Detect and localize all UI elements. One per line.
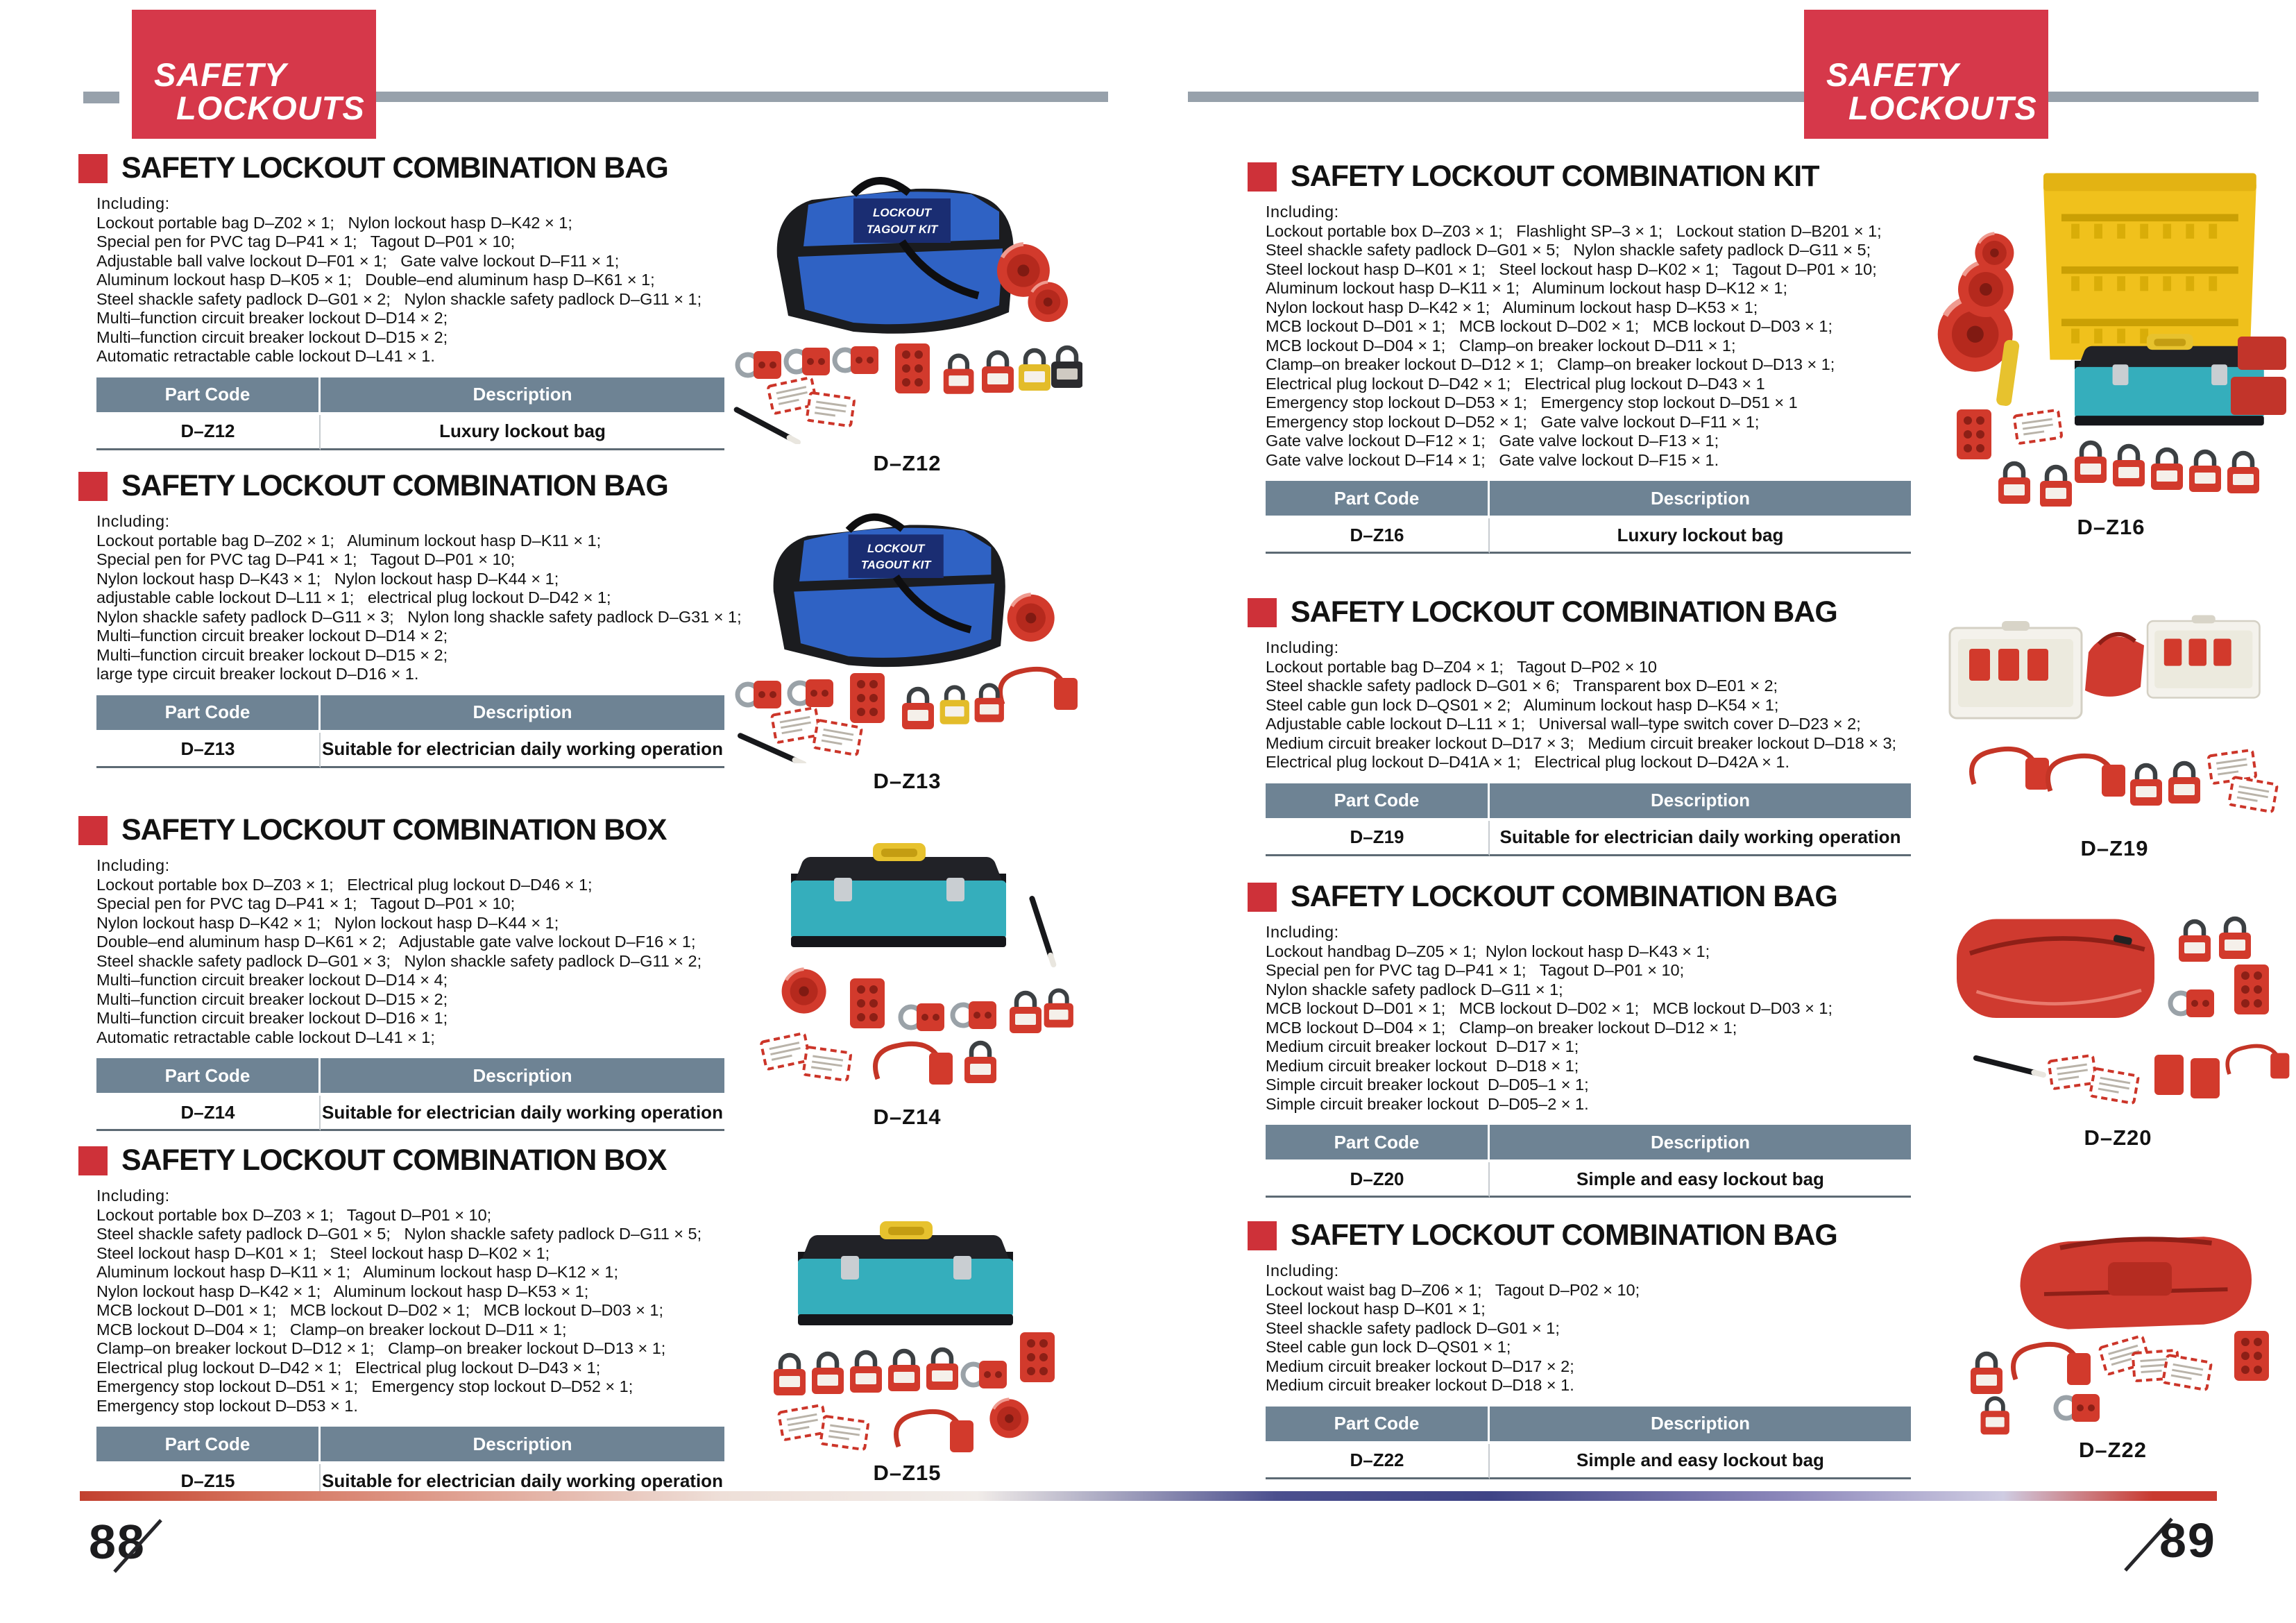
product-caption: D–Z19 [2080,836,2149,860]
product-section-d-z16 [1248,160,1945,554]
component-line: Multi–function circuit breaker lockout D–D14 × 2; [96,627,448,645]
component-line: Gate valve lockout D–F14 × 1; Gate valve lockout D–F15 × 1. [1266,450,1719,469]
section-header [1248,595,1945,629]
section-bullet-icon [1248,883,1277,912]
component-line: Nylon lockout hasp D–K43 × 1; Nylon lockout hasp D–K44 × 1; [96,569,559,588]
description-cell: Luxury lockout bag [321,415,724,450]
section-bullet-icon [78,816,108,845]
header-rule-right [1188,92,1804,102]
component-line: Multi–function circuit breaker lockout D–D14 × 2; [96,309,448,327]
part-code-cell: D–Z13 [96,733,321,768]
component-line: Steel cable gun lock D–QS01 × 1; [1266,1338,1511,1356]
component-lines [1266,222,1945,470]
component-line: Steel shackle safety padlock D–G01 × 5; Nylon shackle safety padlock D–G11 × 5; [96,1225,702,1243]
product-photo-d-z22 [1936,1227,2290,1438]
table-row [96,733,724,768]
component-line: Lockout portable bag D–Z02 × 1; Nylon lockout hasp D–K42 × 1; [96,213,572,232]
section-title: SAFETY LOCKOUT COMBINATION BAG [1291,595,1837,629]
component-line: Lockout portable bag D–Z02 × 1; Aluminum lockout hasp D–K11 × 1; [96,531,602,550]
including-block [1266,638,1945,772]
product-section-d-z12 [78,151,734,450]
section-bullet-icon [78,472,108,501]
component-line: MCB lockout D–D04 × 1; Clamp–on breaker lockout D–D11 × 1; [96,1320,567,1339]
page-number-right: 89 [2159,1513,2216,1567]
component-line: Lockout portable bag D–Z04 × 1; Tagout D–P02 × 10 [1266,657,1657,676]
product-section-d-z19 [1248,595,1945,856]
section-header [1248,880,1945,914]
component-lines [96,876,734,1048]
including-label: Including: [1266,923,1339,941]
component-lines [96,214,734,366]
table-row [1266,1162,1911,1198]
banner-text-line1: SAFETY [1826,56,1959,93]
component-line: Gate valve lockout D–F12 × 1; Gate valve lockout D–F13 × 1; [1266,432,1719,450]
banner-text-line2: LOCKOUTS [176,90,365,126]
component-line: large type circuit breaker lockout D–D16 × 1. [96,665,419,683]
component-line: Medium circuit breaker lockout D–D17 × 2; [1266,1357,1574,1375]
description-cell: Simple and easy lockout bag [1490,1162,1911,1198]
component-line: Emergency stop lockout D–D51 × 1; Emergency stop lockout D–D52 × 1; [96,1377,633,1395]
including-block [1266,203,1945,470]
part-code-header: Part Code [96,1058,321,1096]
including-label: Including: [1266,638,1339,656]
part-code-cell: D–Z19 [1266,821,1490,856]
component-line: Nylon shackle safety padlock D–G11 × 1; [1266,980,1563,999]
including-label: Including: [96,1187,170,1205]
including-block [96,194,734,366]
product-section-d-z22 [1248,1218,1945,1479]
product-photo-d-z12 [732,163,1082,448]
including-block [96,1187,734,1416]
product-caption: D–Z16 [2077,515,2145,539]
component-line: Medium circuit breaker lockout D–D18 × 1; [1266,1056,1579,1075]
component-line: Steel lockout hasp D–K01 × 1; Steel lockout hasp D–K02 × 1; Tagout D–P01 × 10; [1266,260,1877,278]
component-line: Aluminum lockout hasp D–K11 × 1; Aluminum lockout hasp D–K12 × 1; [96,1263,618,1281]
component-line: Adjustable ball valve lockout D–F01 × 1; Gate valve lockout D–F11 × 1; [96,251,620,270]
section-title: SAFETY LOCKOUT COMBINATION BAG [121,469,668,502]
component-line: Multi–function circuit breaker lockout D–D15 × 2; [96,645,448,664]
section-bullet-icon [1248,1221,1277,1250]
component-line: MCB lockout D–D01 × 1; MCB lockout D–D02 × 1; MCB lockout D–D03 × 1; [96,1301,663,1319]
description-cell: Simple and easy lockout bag [1490,1444,1911,1479]
product-section-d-z14 [78,813,734,1131]
product-photo-d-z13 [732,503,1082,767]
section-title: SAFETY LOCKOUT COMBINATION BOX [121,813,667,847]
banner-text-line2: LOCKOUTS [1848,90,2037,126]
component-line: Lockout portable box D–Z03 × 1; Tagout D–P01 × 10; [96,1205,492,1224]
component-line: MCB lockout D–D04 × 1; Clamp–on breaker lockout D–D11 × 1; [1266,336,1736,355]
component-line: Special pen for PVC tag D–P41 × 1; Tagout D–P01 × 10; [96,894,516,912]
component-line: Medium circuit breaker lockout D–D17 × 1; [1266,1037,1579,1055]
component-line: Steel lockout hasp D–K01 × 1; Steel lockout hasp D–K02 × 1; [96,1243,550,1262]
component-line: Steel shackle safety padlock D–G01 × 6; Transparent box D–E01 × 2; [1266,677,1778,695]
part-code-header: Part Code [96,377,321,415]
component-line: Electrical plug lockout D–D42 × 1; Electrical plug lockout D–D43 × 1; [96,1358,601,1377]
component-line: Double–end aluminum hasp D–K61 × 2; Adjustable gate valve lockout D–F16 × 1; [96,933,696,951]
header-rule-dash-right [2048,92,2259,102]
component-lines [96,531,742,684]
header-rule-dash-left [83,92,119,103]
section-header [78,469,734,503]
component-line: Nylon lockout hasp D–K42 × 1; Nylon lockout hasp D–K44 × 1; [96,913,559,932]
part-code-cell: D–Z22 [1266,1444,1490,1479]
component-line: Multi–function circuit breaker lockout D–D16 × 1; [96,1009,448,1027]
component-line: Electrical plug lockout D–D41A × 1; Electrical plug lockout D–D42A × 1. [1266,753,1790,771]
component-line: Emergency stop lockout D–D52 × 1; Gate valve lockout D–F11 × 1; [1266,412,1760,431]
part-table [1266,481,1911,554]
description-header: Description [1490,1125,1911,1162]
description-cell: Suitable for electrician daily working operation [1490,821,1911,856]
component-line: Nylon lockout hasp D–K42 × 1; Aluminum lockout hasp D–K53 × 1; [1266,298,1758,316]
component-line: Lockout waist bag D–Z06 × 1; Tagout D–P02 × 10; [1266,1280,1640,1299]
product-section-d-z13 [78,469,742,768]
component-line: Medium circuit breaker lockout D–D18 × 1. [1266,1376,1574,1394]
component-line: Adjustable cable lockout D–L11 × 1; Universal wall–type switch cover D–D23 × 2; [1266,715,1861,733]
product-caption: D–Z20 [2084,1125,2152,1150]
description-header: Description [1490,1407,1911,1444]
product-photo-d-z15 [732,1211,1082,1464]
section-title: SAFETY LOCKOUT COMBINATION BAG [1291,1218,1837,1252]
table-row [1266,821,1911,856]
product-section-d-z15 [78,1144,734,1499]
part-code-header: Part Code [1266,481,1490,518]
product-caption: D–Z13 [873,769,942,793]
component-line: Special pen for PVC tag D–P41 × 1; Tagout D–P01 × 10; [1266,961,1685,979]
component-line: Emergency stop lockout D–D53 × 1. [96,1396,358,1415]
table-row [96,415,724,450]
component-line: Steel shackle safety padlock D–G01 × 3; Nylon shackle safety padlock D–G11 × 2; [96,951,702,970]
product-photo-d-z20 [1946,895,2290,1128]
including-label: Including: [1266,203,1339,221]
component-lines [1266,942,1945,1114]
component-line: Automatic retractable cable lockout D–L41 × 1; [96,1028,435,1046]
product-photo-d-z16 [1932,163,2290,510]
description-header: Description [321,1058,724,1096]
component-line: Steel shackle safety padlock D–G01 × 1; [1266,1318,1560,1337]
table-row [96,1096,724,1131]
product-caption: D–Z14 [873,1105,942,1129]
page-number-left: 88 [89,1515,146,1569]
including-block [96,856,734,1047]
component-line: MCB lockout D–D04 × 1; Clamp–on breaker lockout D–D12 × 1; [1266,1018,1737,1037]
part-table [96,1058,724,1131]
header-rule-left [376,92,1108,102]
description-cell: Suitable for electrician daily working operation [321,1464,724,1499]
including-block [96,512,742,684]
part-table [96,1427,724,1499]
description-header: Description [1490,783,1911,821]
component-lines [1266,1281,1945,1395]
including-block [1266,923,1945,1114]
part-code-cell: D–Z16 [1266,518,1490,554]
component-line: adjustable cable lockout D–L11 × 1; electrical plug lockout D–D42 × 1; [96,588,611,606]
section-title: SAFETY LOCKOUT COMBINATION KIT [1291,160,1819,193]
including-block [1266,1261,1945,1395]
safety-lockouts-banner-left [132,10,376,139]
component-line: Special pen for PVC tag D–P41 × 1; Tagout D–P01 × 10; [96,550,516,568]
banner-text-line1: SAFETY [154,56,287,93]
component-line: Lockout handbag D–Z05 × 1; Nylon lockout hasp D–K43 × 1; [1266,942,1710,960]
part-table [96,377,724,450]
including-label: Including: [96,194,170,212]
description-cell: Suitable for electrician daily working operation [321,1096,724,1131]
component-line: Simple circuit breaker lockout D–D05–1 × 1; [1266,1076,1589,1094]
product-caption: D–Z12 [873,451,942,475]
table-row [1266,1444,1911,1479]
product-photo-d-z19 [1939,611,2290,836]
part-code-cell: D–Z14 [96,1096,321,1131]
component-line: Steel shackle safety padlock D–G01 × 5; Nylon shackle safety padlock D–G11 × 5; [1266,241,1871,259]
product-section-d-z20 [1248,880,1945,1198]
description-cell: Luxury lockout bag [1490,518,1911,554]
section-header [78,813,734,847]
part-table [1266,1125,1911,1198]
section-title: SAFETY LOCKOUT COMBINATION BAG [121,151,668,185]
part-code-cell: D–Z20 [1266,1162,1490,1198]
component-line: Clamp–on breaker lockout D–D12 × 1; Clamp–on breaker lockout D–D13 × 1; [1266,355,1835,373]
section-bullet-icon [78,1146,108,1175]
component-line: Medium circuit breaker lockout D–D17 × 3; Medium circuit breaker lockout D–D18 × 3; [1266,733,1897,752]
part-table [1266,1407,1911,1479]
component-line: Special pen for PVC tag D–P41 × 1; Tagout D–P01 × 10; [96,232,516,250]
part-table [96,695,724,768]
section-header [78,151,734,185]
part-code-header: Part Code [96,1427,321,1464]
component-line: Automatic retractable cable lockout D–L41 × 1. [96,347,435,365]
section-header [78,1144,734,1178]
part-code-cell: D–Z12 [96,415,321,450]
section-bullet-icon [1248,598,1277,627]
component-line: Simple circuit breaker lockout D–D05–2 × 1. [1266,1094,1589,1113]
component-line: Steel shackle safety padlock D–G01 × 2; Nylon shackle safety padlock D–G11 × 1; [96,289,702,308]
component-line: Lockout portable box D–Z03 × 1; Flashlight SP–3 × 1; Lockout station D–B201 × 1; [1266,221,1882,240]
including-label: Including: [96,512,170,530]
component-line: Multi–function circuit breaker lockout D–D15 × 2; [96,328,448,346]
component-line: Lockout portable box D–Z03 × 1; Electrical plug lockout D–D46 × 1; [96,875,593,894]
component-line: Steel lockout hasp D–K01 × 1; [1266,1300,1486,1318]
including-label: Including: [96,856,170,874]
description-header: Description [321,695,724,733]
product-photo-d-z14 [732,829,1082,1107]
description-cell: Suitable for electrician daily working operation [321,733,724,768]
section-bullet-icon [1248,162,1277,192]
part-table [1266,783,1911,856]
component-line: Steel cable gun lock D–QS01 × 2; Aluminum lockout hasp D–K54 × 1; [1266,695,1779,714]
part-code-header: Part Code [1266,1407,1490,1444]
part-code-cell: D–Z15 [96,1464,321,1499]
component-line: Electrical plug lockout D–D42 × 1; Electrical plug lockout D–D43 × 1 [1266,374,1765,393]
component-line: Clamp–on breaker lockout D–D12 × 1; Clamp–on breaker lockout D–D13 × 1; [96,1339,666,1357]
component-line: MCB lockout D–D01 × 1; MCB lockout D–D02 × 1; MCB lockout D–D03 × 1; [1266,317,1832,335]
section-title: SAFETY LOCKOUT COMBINATION BOX [121,1144,667,1177]
including-label: Including: [1266,1261,1339,1280]
section-bullet-icon [78,154,108,183]
table-row [1266,518,1911,554]
component-lines [1266,658,1945,772]
description-header: Description [321,1427,724,1464]
component-line: Nylon lockout hasp D–K42 × 1; Aluminum lockout hasp D–K53 × 1; [96,1282,589,1300]
footer-gradient-bar [80,1491,2217,1501]
component-line: MCB lockout D–D01 × 1; MCB lockout D–D02 × 1; MCB lockout D–D03 × 1; [1266,999,1832,1017]
component-line: Nylon shackle safety padlock D–G11 × 3; Nylon long shackle safety padlock D–G31 × 1; [96,607,742,626]
component-line: Aluminum lockout hasp D–K05 × 1; Double–end aluminum hasp D–K61 × 1; [96,271,655,289]
product-caption: D–Z22 [2078,1438,2148,1462]
component-line: Multi–function circuit breaker lockout D–D14 × 4; [96,971,448,989]
component-line: Aluminum lockout hasp D–K11 × 1; Aluminum lockout hasp D–K12 × 1; [1266,279,1787,297]
part-code-header: Part Code [96,695,321,733]
part-code-header: Part Code [1266,1125,1490,1162]
section-title: SAFETY LOCKOUT COMBINATION BAG [1291,880,1837,913]
component-line: Multi–function circuit breaker lockout D–D15 × 2; [96,989,448,1008]
description-header: Description [1490,481,1911,518]
component-lines [96,1206,734,1416]
section-header [1248,160,1945,194]
description-header: Description [321,377,724,415]
part-code-header: Part Code [1266,783,1490,821]
safety-lockouts-banner-right [1804,10,2048,139]
section-header [1248,1218,1945,1252]
product-caption: D–Z15 [873,1461,942,1485]
component-line: Emergency stop lockout D–D53 × 1; Emergency stop lockout D–D51 × 1 [1266,393,1798,411]
